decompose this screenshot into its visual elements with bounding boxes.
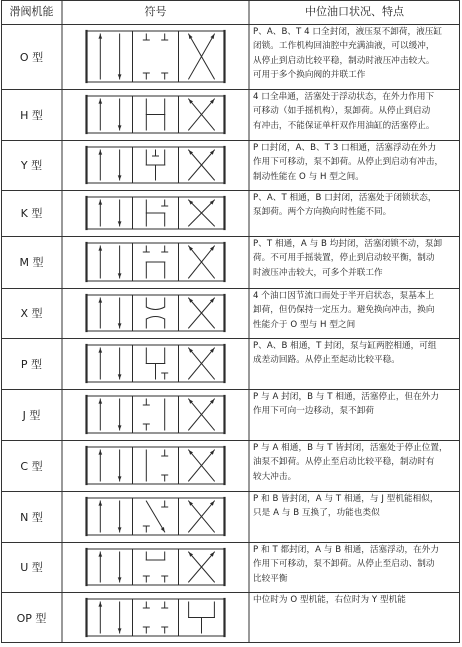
description-cell <box>249 89 460 140</box>
description-line: 泵卸荷。两个方向换向时性能不同。 <box>253 207 392 218</box>
description-line: 作用下可向一边移动，泵不卸荷 <box>253 406 375 417</box>
description-cell <box>249 542 460 592</box>
description-line: P 和 T 都封闭，A 与 B 相通，活塞浮动，在外力 <box>253 545 440 555</box>
valve-symbol-cell <box>62 190 249 236</box>
valve-function-table <box>1 0 460 643</box>
description-line: 闭锁。工作机构回油腔中充满油液，可以缓冲， <box>253 41 435 52</box>
valve-symbol-cell <box>62 592 249 643</box>
h-type-valve-symbol <box>62 89 249 140</box>
j-type-valve-symbol <box>62 389 249 440</box>
description-line: 时液压冲击较大，可多个并联工作 <box>253 267 383 278</box>
description-cell <box>249 491 460 542</box>
description-line: P 口封闭，A、B、T 3 口相通，活塞浮动在外力 <box>253 143 437 153</box>
valve-symbol-cell <box>62 140 249 190</box>
description-cell <box>249 190 460 236</box>
header-description: 中位油口状况、特点 <box>305 5 404 18</box>
description-cell <box>249 140 460 190</box>
n-type-valve-symbol <box>62 491 249 542</box>
op-type-valve-symbol <box>62 592 249 643</box>
description-line: P、T 相通，A 与 B 均封闭，活塞闭锁不动，泵卸 <box>253 239 443 249</box>
function-type-cell: OP 型 <box>16 611 47 625</box>
description-line: P、A、B 相通，T 封闭，泵与缸两腔相通，可组 <box>253 341 437 351</box>
p-type-valve-symbol <box>62 338 249 389</box>
description-cell <box>249 338 460 389</box>
description-cell <box>249 288 460 338</box>
o-type-valve-symbol <box>62 24 249 89</box>
valve-symbol-cell <box>62 389 249 440</box>
description-line: 中位时为 O 型机能，右位时为 Y 型机能 <box>253 595 406 605</box>
description-line: P 与 A 封闭，B 与 T 相通，活塞停止，但在外力 <box>253 392 440 402</box>
description-cell <box>249 440 460 491</box>
description-line: 较大冲击。 <box>253 471 297 482</box>
description-line: 油泵不卸荷。从停止至启动比较平稳，制动时有 <box>253 457 435 468</box>
description-line: 4 口全串通，活塞处于浮动状态，在外力作用下 <box>253 92 435 102</box>
function-type-cell: M 型 <box>19 256 44 269</box>
valve-symbol-cell <box>62 491 249 542</box>
description-cell <box>249 389 460 440</box>
description-line: 卸荷，但仍保持一定压力。避免换向冲击，换向 <box>253 305 435 316</box>
valve-symbol-cell <box>62 89 249 140</box>
description-line: 作用下可移动，泵不卸荷。从停止至启动、制动 <box>253 559 435 570</box>
description-line: 作用下可移动，泵不卸荷。从停止到启动有冲击， <box>253 157 444 168</box>
description-line: 从停止到启动比较平稳，制动时液压冲击较大。 <box>253 55 435 66</box>
description-line: P 与 A 相通，B 与 T 皆封闭，活塞处于停止位置， <box>253 443 448 453</box>
description-line: 可移动（如手摇机构），泵卸荷。从停止到启动 <box>253 106 431 117</box>
function-type-cell: X 型 <box>20 307 43 320</box>
m-type-valve-symbol <box>62 236 249 288</box>
function-type-cell: J 型 <box>22 408 41 422</box>
header-function: 滑阀机能 <box>9 5 54 18</box>
valve-symbol-cell <box>62 288 249 338</box>
function-type-cell: Y 型 <box>20 159 43 172</box>
description-line: 成差动回路。从停止至起动比较平稳。 <box>253 355 400 366</box>
description-line: 性能介于 O 型与 H 型之间 <box>253 319 356 330</box>
valve-symbol-cell <box>62 236 249 288</box>
x-type-valve-symbol <box>62 288 249 338</box>
description-line: P 和 B 皆封闭，A 与 T 相通，与 J 型机能相似， <box>253 494 439 504</box>
description-cell <box>249 236 460 288</box>
function-type-cell: N 型 <box>20 510 43 524</box>
function-type-cell: C 型 <box>20 459 43 473</box>
description-line: 有冲击，不能保证单杆双作用油缸的活塞停止。 <box>253 120 435 131</box>
function-type-cell: U 型 <box>20 561 43 574</box>
valve-symbol-cell <box>62 542 249 592</box>
c-type-valve-symbol <box>62 440 249 491</box>
valve-symbol-cell <box>62 440 249 491</box>
description-cell <box>249 592 460 643</box>
description-line: 可用于多个换向阀的并联工作 <box>253 70 366 81</box>
header-symbol: 符号 <box>144 5 167 18</box>
description-line: P、A、T 相通，B 口封闭，活塞处于闭锁状态， <box>253 193 437 203</box>
function-type-cell: K 型 <box>20 207 43 220</box>
description-cell <box>249 24 460 89</box>
description-line: 制动性能在 O 与 H 型之间。 <box>253 171 364 182</box>
valve-symbol-cell <box>62 24 249 89</box>
description-line: 4 个油口因节流口而处于半开启状态，泵基本上 <box>253 291 435 301</box>
description-line: 荷。不可用手摇装置，停止到启动较平衡，制动 <box>253 253 435 264</box>
description-line: 比较平衡 <box>253 573 288 584</box>
y-type-valve-symbol <box>62 140 249 190</box>
function-type-cell: H 型 <box>20 108 43 122</box>
u-type-valve-symbol <box>62 542 249 592</box>
k-type-valve-symbol <box>62 190 249 236</box>
description-line: 只是 A 与 B 互换了，功能也类似 <box>253 508 380 519</box>
valve-symbol-cell <box>62 338 249 389</box>
function-type-cell: P 型 <box>20 357 43 371</box>
description-line: P、A、B、T 4 口全封闭，液压泵不卸荷，液压缸 <box>253 27 443 37</box>
function-type-cell: O 型 <box>19 50 44 64</box>
